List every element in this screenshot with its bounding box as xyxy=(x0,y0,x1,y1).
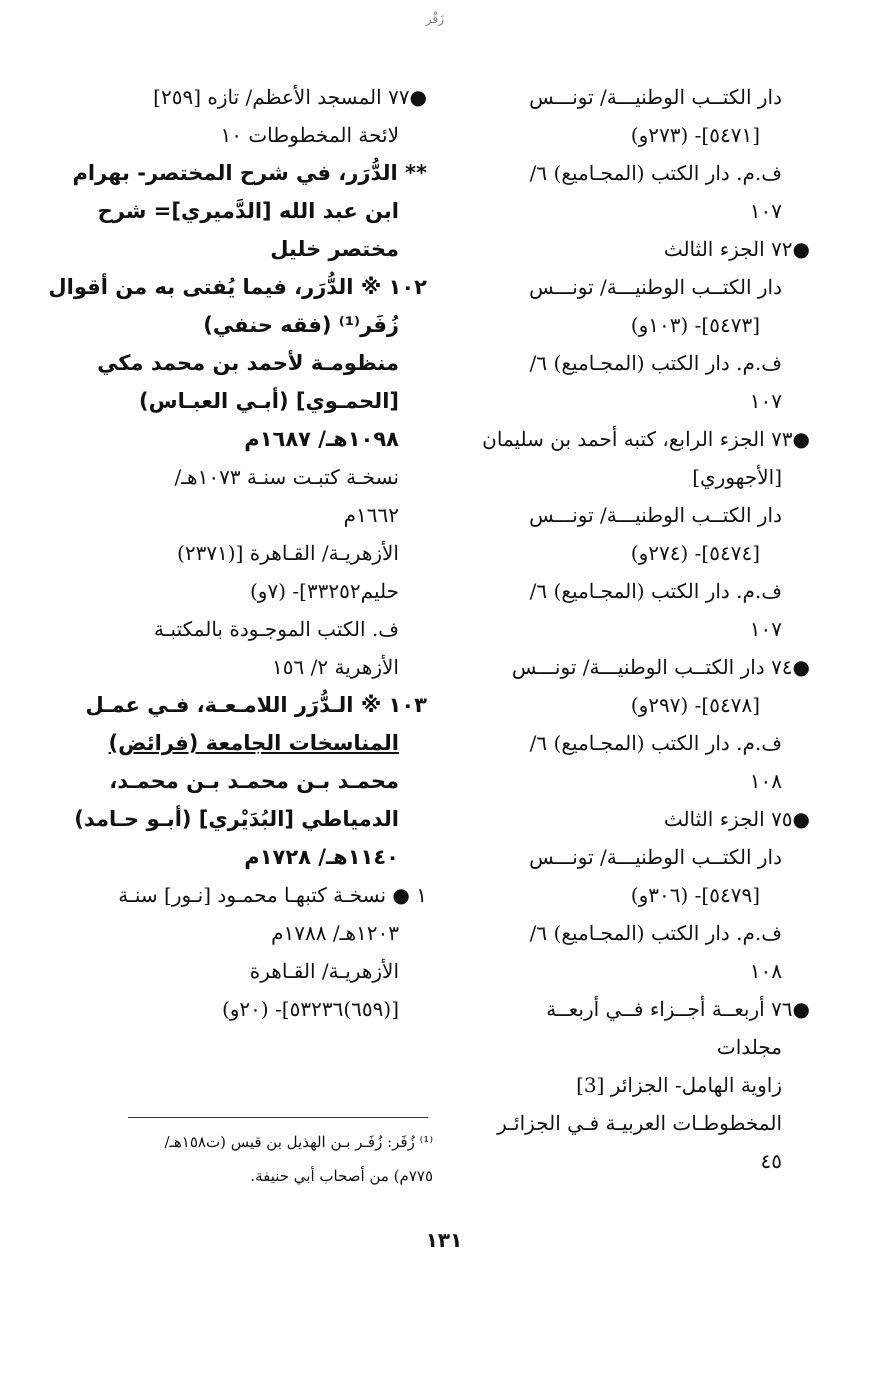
left-column-line: الأزهريـة/ القـاهرة [(٢٣٧١) xyxy=(177,541,399,565)
right-column-line: دار الكتــب الوطنيـــة/ تونـــس xyxy=(529,845,782,869)
right-column-line: ف.م. دار الكتب (المجـاميع) ٦/ xyxy=(529,731,782,755)
right-column-line: ف.م. دار الكتب (المجـاميع) ٦/ xyxy=(529,921,782,945)
left-column-line: ●٧٧ المسجد الأعظم/ تازه [٢٥٩] xyxy=(153,85,427,109)
left-column-line: ف. الكتب الموجـودة بالمكتبـة xyxy=(153,617,399,641)
left-column-line: لائحة المخطوطات ١٠ xyxy=(220,123,399,147)
right-column-line: ١٠٧ xyxy=(749,617,782,641)
right-column-line: دار الكتــب الوطنيـــة/ تونـــس xyxy=(529,85,782,109)
right-column-line: ١٠٧ xyxy=(749,199,782,223)
right-column-line: ١٠٧ xyxy=(749,389,782,413)
footnote xyxy=(128,1125,433,1193)
right-column xyxy=(480,78,810,1180)
right-column-line: ٤٥ xyxy=(760,1149,782,1173)
right-column-line: ●٧٥ الجزء الثالث xyxy=(663,807,810,831)
footnote-divider xyxy=(128,1117,428,1118)
right-column-line: [٥٤٧٨]- (٢٩٧و) xyxy=(630,693,760,717)
right-column-line: ●٧٣ الجزء الرابع، كتبه أحمد بن سليمان xyxy=(482,427,810,451)
right-column-line: [الأجهوري] xyxy=(692,465,782,489)
left-column-line: حليم٣٣٢٥٢]- (٧و) xyxy=(249,579,399,603)
footnote-line: ٧٧٥م) من أصحاب أبي حنيفة. xyxy=(250,1167,433,1185)
right-column-line: ●٧٦ أربعــة أجــزاء فــي أربعــة xyxy=(546,997,810,1021)
right-column-line: زاوية الهامل- الجزائر [3] xyxy=(576,1073,782,1097)
page-number: ١٣١ xyxy=(425,1228,463,1252)
left-column-line: الأزهريـة/ القـاهرة xyxy=(249,959,399,983)
left-column-line: ** الدُّرَر، في شرح المختصر- بهرام xyxy=(72,161,427,185)
left-column-line: الأزهرية ٢/ ١٥٦ xyxy=(272,655,399,679)
top-mark: زَقْر xyxy=(425,12,445,26)
right-column-line: ●٧٤ دار الكتــب الوطنيـــة/ تونـــس xyxy=(511,655,810,679)
left-column-line: ١٦٦٢م xyxy=(343,503,399,527)
right-column-line: ●٧٢ الجزء الثالث xyxy=(663,237,810,261)
left-column-line: ١٠٢ ※ الدُّرَر، فيما يُفتى به من أقوال xyxy=(48,275,427,299)
left-column-line: منظومـة لأحمد بن محمد مكي xyxy=(97,351,399,375)
left-column-line: المناسخات الجامعة (فرائض) xyxy=(108,731,399,755)
left-column-line: ١٢٠٣هـ/ ١٧٨٨م xyxy=(271,921,399,945)
left-column-line: مختصر خليل xyxy=(270,237,399,261)
right-column-line: مجلدات xyxy=(716,1035,782,1059)
right-column-line: المخطوطـات العربيـة فـي الجزائـر xyxy=(497,1111,782,1135)
left-column-line: نسخـة كتبـت سنـة ١٠٧٣هـ/ xyxy=(174,465,399,489)
right-column-line: دار الكتــب الوطنيـــة/ تونـــس xyxy=(529,503,782,527)
right-column-line: ١٠٨ xyxy=(749,769,782,793)
right-column-line: دار الكتــب الوطنيـــة/ تونـــس xyxy=(529,275,782,299)
left-column-line: [الحمـوي] (أبـي العبـاس) xyxy=(139,389,399,413)
left-column-line: ١٠٣ ※ الـدُّرَر اللامـعـة، فـي عمـل xyxy=(85,693,427,717)
left-column-line: ١ ● نسخـة كتبهـا محمـود [نـور] سنـة xyxy=(118,883,427,907)
right-column-line: ف.م. دار الكتب (المجـاميع) ٦/ xyxy=(529,351,782,375)
left-column-line: محمـد بـن محمـد بـن محمـد، xyxy=(109,769,399,793)
left-column-line: ابن عبد الله [الدَّميري]= شرح xyxy=(97,199,399,223)
right-column-line: ف.م. دار الكتب (المجـاميع) ٦/ xyxy=(529,161,782,185)
left-column xyxy=(48,78,427,1028)
left-column-line: ١٠٩٨هـ/ ١٦٨٧م xyxy=(244,427,399,451)
left-column-line: زُفَر⁽¹⁾ (فقه حنفي) xyxy=(203,313,399,337)
left-column-line: الدمياطي [البُدَيْري] (أبـو حـامد) xyxy=(74,807,399,831)
right-column-line: ف.م. دار الكتب (المجـاميع) ٦/ xyxy=(529,579,782,603)
footnote-line: ⁽¹⁾ زُفَر: زُفَـر بـن الهذيل بن قيس (ت١٥٨هـ/ xyxy=(164,1133,433,1151)
right-column-line: [٥٤٧٤]- (٢٧٤و) xyxy=(630,541,760,565)
left-column-line: ١١٤٠هـ/ ١٧٢٨م xyxy=(244,845,399,869)
right-column-line: ١٠٨ xyxy=(749,959,782,983)
right-column-line: [٥٤٧٩]- (٣٠٦و) xyxy=(630,883,760,907)
right-column-line: [٥٤٧١]- (٢٧٣و) xyxy=(630,123,760,147)
right-column-line: [٥٤٧٣]- (١٠٣و) xyxy=(630,313,760,337)
left-column-line: [(٦٥٩)٥٣٢٣٦]- (٢٠و) xyxy=(221,997,399,1021)
